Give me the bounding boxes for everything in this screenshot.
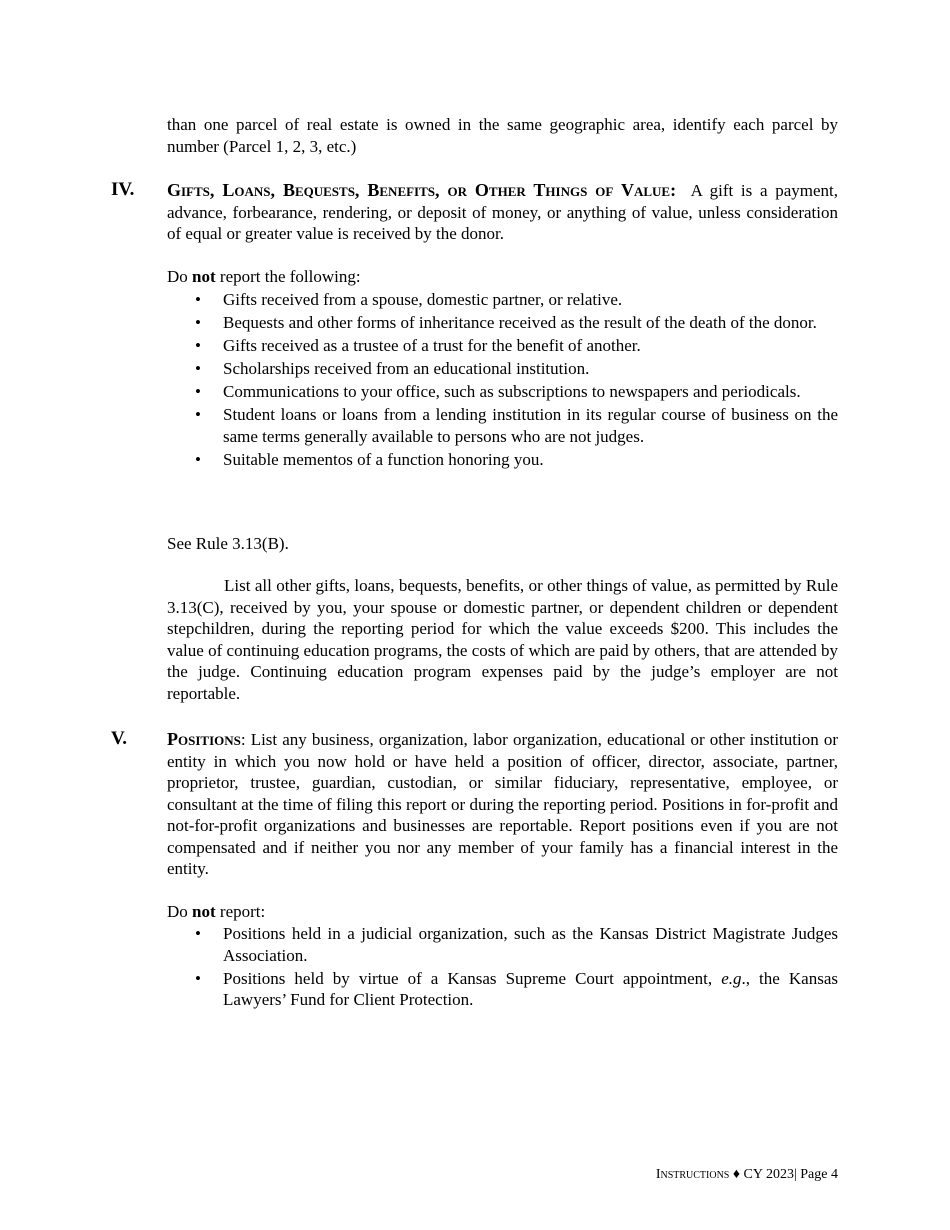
list-item xyxy=(167,381,838,403)
list-item-text: Gifts received from a spouse, domestic partner, or relative. xyxy=(223,290,623,309)
list-item-text: Communications to your office, such as subscriptions to newspapers and periodicals. xyxy=(223,382,801,401)
bullet-icon: • xyxy=(195,924,201,943)
footer-label: Instructions xyxy=(655,1167,730,1182)
page-footer xyxy=(656,1166,838,1184)
list-item xyxy=(167,335,838,357)
section-v-do-not-intro xyxy=(167,901,838,923)
list-item xyxy=(167,923,838,966)
section-iv-definition: A gift is a payment, advance, forbearance, rendering, or deposit of money, or anything of value, unless consideration of equal or greater value is received by the donor. xyxy=(167,181,839,243)
do-not-emphasis: not xyxy=(192,902,216,921)
section-iv-heading: Gifts, Loans, Bequests, Benefits, or Other Things of Value: xyxy=(167,180,677,200)
bullet-icon: • xyxy=(195,382,201,401)
section-iv-list-instruction: List all other gifts, loans, bequests, benefits, or other things of value, as permitted by Rule 3.13(C), received by you, your spouse or domestic partner, or dependent children or dependent stepchildren, during the reporting period for which the value exceeds $200. This includes the value of continuing education programs, the costs of which are paid by others, that are attended by the judge. Continuing education program expenses paid by the judge’s employer are not reportable. xyxy=(167,576,838,703)
list-item xyxy=(167,312,838,334)
do-not-suffix: report: xyxy=(215,902,266,921)
do-not-suffix: report the following: xyxy=(215,267,361,286)
list-item-text: Gifts received as a trustee of a trust for the benefit of another. xyxy=(223,336,641,355)
italic-abbreviation: e.g xyxy=(721,968,742,988)
section-v-heading: Positions xyxy=(167,729,241,749)
list-item xyxy=(167,449,838,471)
list-item-text: Suitable mementos of a function honoring you. xyxy=(223,449,544,469)
footer-year: CY 2023 xyxy=(743,1167,794,1182)
list-item xyxy=(167,968,838,1011)
list-item-text: Scholarships received from an educational institution. xyxy=(223,359,590,378)
section-v-definition-paragraph xyxy=(167,729,838,880)
list-item xyxy=(167,404,838,447)
bullet-icon: • xyxy=(195,359,201,378)
do-not-emphasis: not xyxy=(192,267,216,286)
footer-page-number: | Page 4 xyxy=(793,1167,838,1182)
bullet-icon: • xyxy=(195,405,201,424)
see-rule-text: See Rule 3.13(B). xyxy=(167,534,289,553)
bullet-icon: • xyxy=(195,290,201,309)
section-v-definition: : List any business, organization, labor organization, educational or other institution or entity in which you now hold or have held a position of officer, director, associate, partner, proprietor, trustee, guardian, custodian, or similar fiduciary, representative, employee, or consultant at the time of filing this report or during the reporting period. Positions in for-profit and not-for-profit organizations and businesses are reportable. Report positions even if you are not compensated and if neither you nor any member of your family has a financial interest in the entity. xyxy=(167,730,838,878)
section-iv-definition-paragraph xyxy=(167,180,838,245)
diamond-separator-icon: ♦ xyxy=(732,1167,741,1182)
list-item-text: Student loans or loans from a lending institution in its regular course of business on the same terms generally available to persons who are not judges. xyxy=(223,405,838,446)
bullet-icon: • xyxy=(195,336,201,355)
bullet-icon: • xyxy=(195,449,201,469)
list-item xyxy=(167,289,838,311)
section-iv-do-not-intro xyxy=(167,266,838,288)
bullet-icon: • xyxy=(195,968,201,988)
section-iv-numeral: IV. xyxy=(111,179,135,200)
list-item-text: Bequests and other forms of inheritance received as the result of the death of the donor. xyxy=(223,313,817,332)
list-item xyxy=(167,358,838,380)
section-v-exclusion-list xyxy=(167,923,838,1011)
bullet-icon: • xyxy=(195,313,201,332)
do-not-prefix: Do xyxy=(167,902,193,921)
list-item-text: Positions held by virtue of a Kansas Supreme Court appointment, e.g., the Kansas Lawyers’ Fund for Client Protection. xyxy=(223,968,838,1009)
intro-continuation-paragraph: than one parcel of real estate is owned in the same geographic area, identify each parcel by number (Parcel 1, 2, 3, etc.) xyxy=(167,115,838,156)
section-v-numeral: V. xyxy=(111,728,128,749)
list-item-text: Positions held in a judicial organization, such as the Kansas District Magistrate Judges Association. xyxy=(223,924,838,965)
section-iv-exclusion-list xyxy=(167,289,838,470)
do-not-prefix: Do xyxy=(167,267,193,286)
